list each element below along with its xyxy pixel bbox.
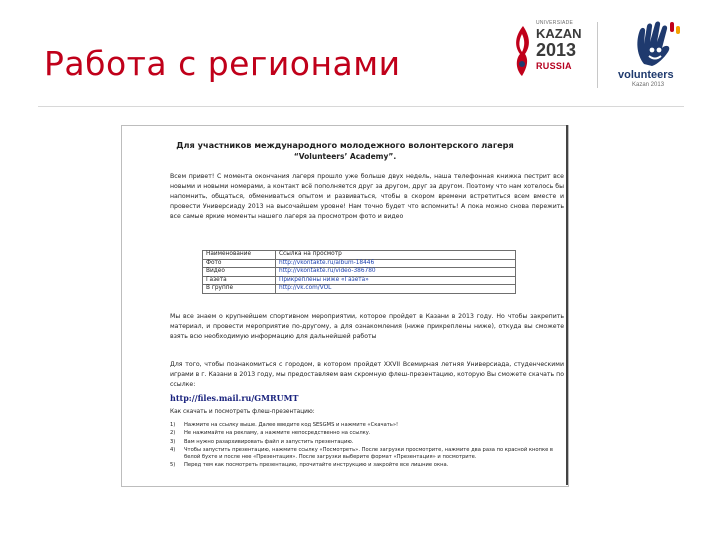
download-link[interactable]: http://files.mail.ru/GMRUMT: [170, 393, 299, 403]
russia-label: RUSSIA: [536, 61, 572, 71]
universiade-label: UNIVERSIADE: [536, 20, 574, 26]
media-links-table: [202, 250, 516, 294]
volunteers-logo: [608, 20, 708, 92]
table-cell-link[interactable]: http://vkontakte.ru/video-386780: [276, 268, 516, 277]
step-text: Вам нужно разархивировать файл и запустить презентацию.: [184, 438, 354, 445]
table-cell-link[interactable]: http://vk.com/VOL: [276, 285, 516, 294]
kazan-2013-logo: [510, 20, 588, 90]
table-cell-name: Видео: [203, 268, 276, 277]
list-item: [170, 439, 564, 445]
step-text: Не нажимайте на рекламу, а нажмите непосредственно на ссылку.: [184, 430, 371, 437]
step-number: 3): [170, 438, 176, 445]
table-header-link: Ссылка на просмотр: [276, 251, 516, 260]
howto-title: Как скачать и посмотреть флеш-презентацию:: [170, 409, 315, 415]
table-row: [203, 276, 516, 285]
list-item: [170, 422, 564, 428]
step-number: 5): [170, 462, 176, 469]
table-cell-link[interactable]: http://vkontakte.ru/album-18446: [276, 259, 516, 268]
table-header-name: Наименование: [203, 251, 276, 260]
volunteers-tagline: Kazan 2013: [632, 82, 665, 88]
step-text: Перед тем как посмотреть презентацию, прочитайте инструкцию и закройте все лишние окна.: [184, 462, 449, 469]
slide-title: Работа с регионами: [44, 44, 401, 83]
volunteers-label: volunteers: [618, 69, 674, 81]
step-number: 1): [170, 422, 176, 428]
table-cell-link[interactable]: Прикреплены ниже «Газета»: [276, 276, 516, 285]
table-row: [203, 259, 516, 268]
step-text: Чтобы запустить презентацию, нажмите ссылку «Посмотреть». После загрузки просмотрите, нажмите два раза по красной кнопке в белой бухте и после нее «Презентация». После загрузки выберите формат «Презентация» и посмотрите.: [184, 447, 553, 460]
step-text: Нажмите на ссылку выше. Далее введите код SESGMS и нажмите «Скачать»!: [184, 422, 399, 428]
kazan-label: KAZAN: [536, 26, 582, 41]
logo-separator: [597, 22, 598, 88]
table-row: [203, 268, 516, 277]
step-number: 2): [170, 430, 176, 437]
table-header-row: [203, 251, 516, 260]
document-edge-shadow: [566, 125, 568, 485]
third-paragraph: Для того, чтобы познакомиться с городом, в котором пройдет XXVII Всемирная летняя Универсиада, студенческими играми в г. Казани в 2013 году, мы предоставляем вам скромную флеш-презентацию, которую Вы сможете скачать по ссылке:: [170, 361, 564, 388]
volunteers-hand-icon: [630, 20, 690, 68]
list-item: [170, 430, 564, 436]
year-label: 2013: [536, 40, 577, 60]
intro-paragraph: Всем привет! С момента окончания лагеря прошло уже больше двух недель, наша телефонная книжка пестрит все новыми и новыми номерами, а контакт всё пополняется друг за другом, друг за другом. Поэтому что нам хотелось бы напомнить, общаться, обмениваться опытом и развиваться, чтобы в скором времени встретиться всем вместе и провести Универсиаду 2013 на высочайшем уровне! Нам точно будет что вспомнить! А пока можно снова пережить все самые яркие моменты нашего лагеря за просмотром фото и видео: [170, 173, 564, 220]
title-divider: [38, 106, 684, 107]
document-title: Для участников международного молодежного волонтерского лагеря: [176, 140, 514, 150]
steps-list: [170, 422, 564, 470]
table-cell-name: Газета: [203, 276, 276, 285]
table-cell-name: В группе: [203, 285, 276, 294]
step-number: 4): [170, 447, 176, 454]
universiade-flame-icon: [510, 24, 534, 78]
second-paragraph: Мы все знаем о крупнейшем спортивном мероприятии, которое пройдет в Казани в 2013 году. Но чтобы закрепить материал, и провести мероприятие по-другому, а для ознакомления (ниже прикреплены ниже), откуда вы сможете взять всю необходимую информацию для дальнейшей работы: [170, 313, 564, 340]
table-cell-name: Фото: [203, 259, 276, 268]
list-item: [170, 447, 564, 460]
table-row: [203, 285, 516, 294]
document-scan: [121, 125, 569, 487]
document-subtitle: “Volunteers’ Academy”.: [293, 152, 397, 161]
list-item: [170, 462, 564, 468]
